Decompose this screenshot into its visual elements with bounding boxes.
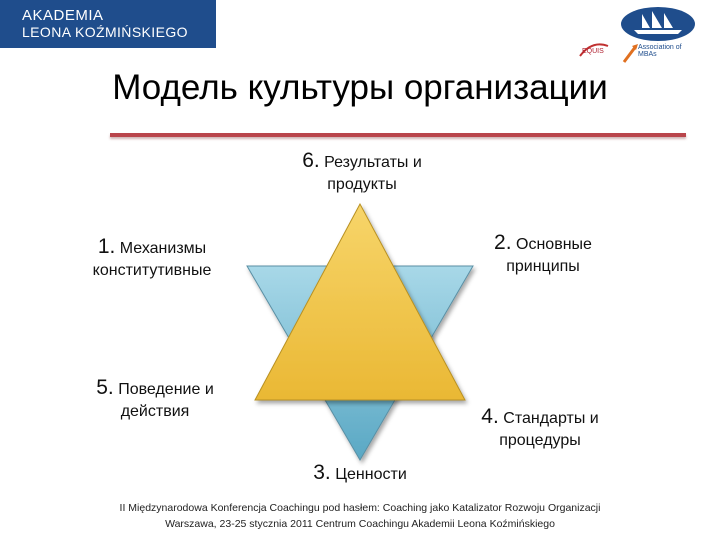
label-5-text: Поведение и: [118, 381, 214, 398]
label-5-text-line2: действия: [120, 403, 190, 420]
label-3-number: 3.: [313, 461, 331, 484]
label-2-number: 2.: [494, 231, 512, 254]
label-6-text: Результаты и: [324, 154, 422, 171]
logo-line-2: LEONA KOŹMIŃSKIEGO: [22, 24, 188, 40]
footer-line-2: Warszawa, 23-25 stycznia 2011 Centrum Coachingu Akademii Leona Koźmińskiego: [165, 518, 555, 530]
label-2-text-line2: принципы: [506, 258, 580, 275]
footer-line-1: II Międzynarodowa Konferencja Coachingu pod hasłem: Coaching jako Katalizator Rozwoju Organizacji: [119, 502, 601, 514]
label-6-number: 6.: [302, 149, 320, 172]
footer: [0, 500, 720, 532]
label-1-mechanisms: [52, 236, 252, 282]
label-3-values: [260, 462, 460, 486]
logo-line-1: AKADEMIA: [22, 7, 104, 24]
page-title: Модель культуры организации: [112, 68, 608, 107]
label-4-text: Стандарты и: [503, 410, 599, 427]
label-5-number: 5.: [96, 376, 114, 399]
label-4-standards: [440, 406, 640, 452]
label-3-text: Ценности: [335, 466, 407, 483]
amba-logo-text: Association of MBAs: [638, 44, 682, 58]
label-1-text: Механизмы: [119, 240, 207, 257]
label-6-results: [262, 150, 462, 196]
label-4-number: 4.: [481, 405, 499, 428]
label-2-principles: [448, 232, 638, 278]
label-1-text-line2: конститутивные: [92, 262, 212, 279]
label-1-number: 1.: [97, 235, 116, 258]
label-2-text: Основные: [516, 236, 592, 253]
label-6-text-line2: продукты: [327, 176, 397, 193]
label-5-behavior: [55, 377, 255, 423]
label-4-text-line2: процедуры: [499, 432, 581, 449]
equis-logo-text: EQUIS: [582, 48, 604, 55]
